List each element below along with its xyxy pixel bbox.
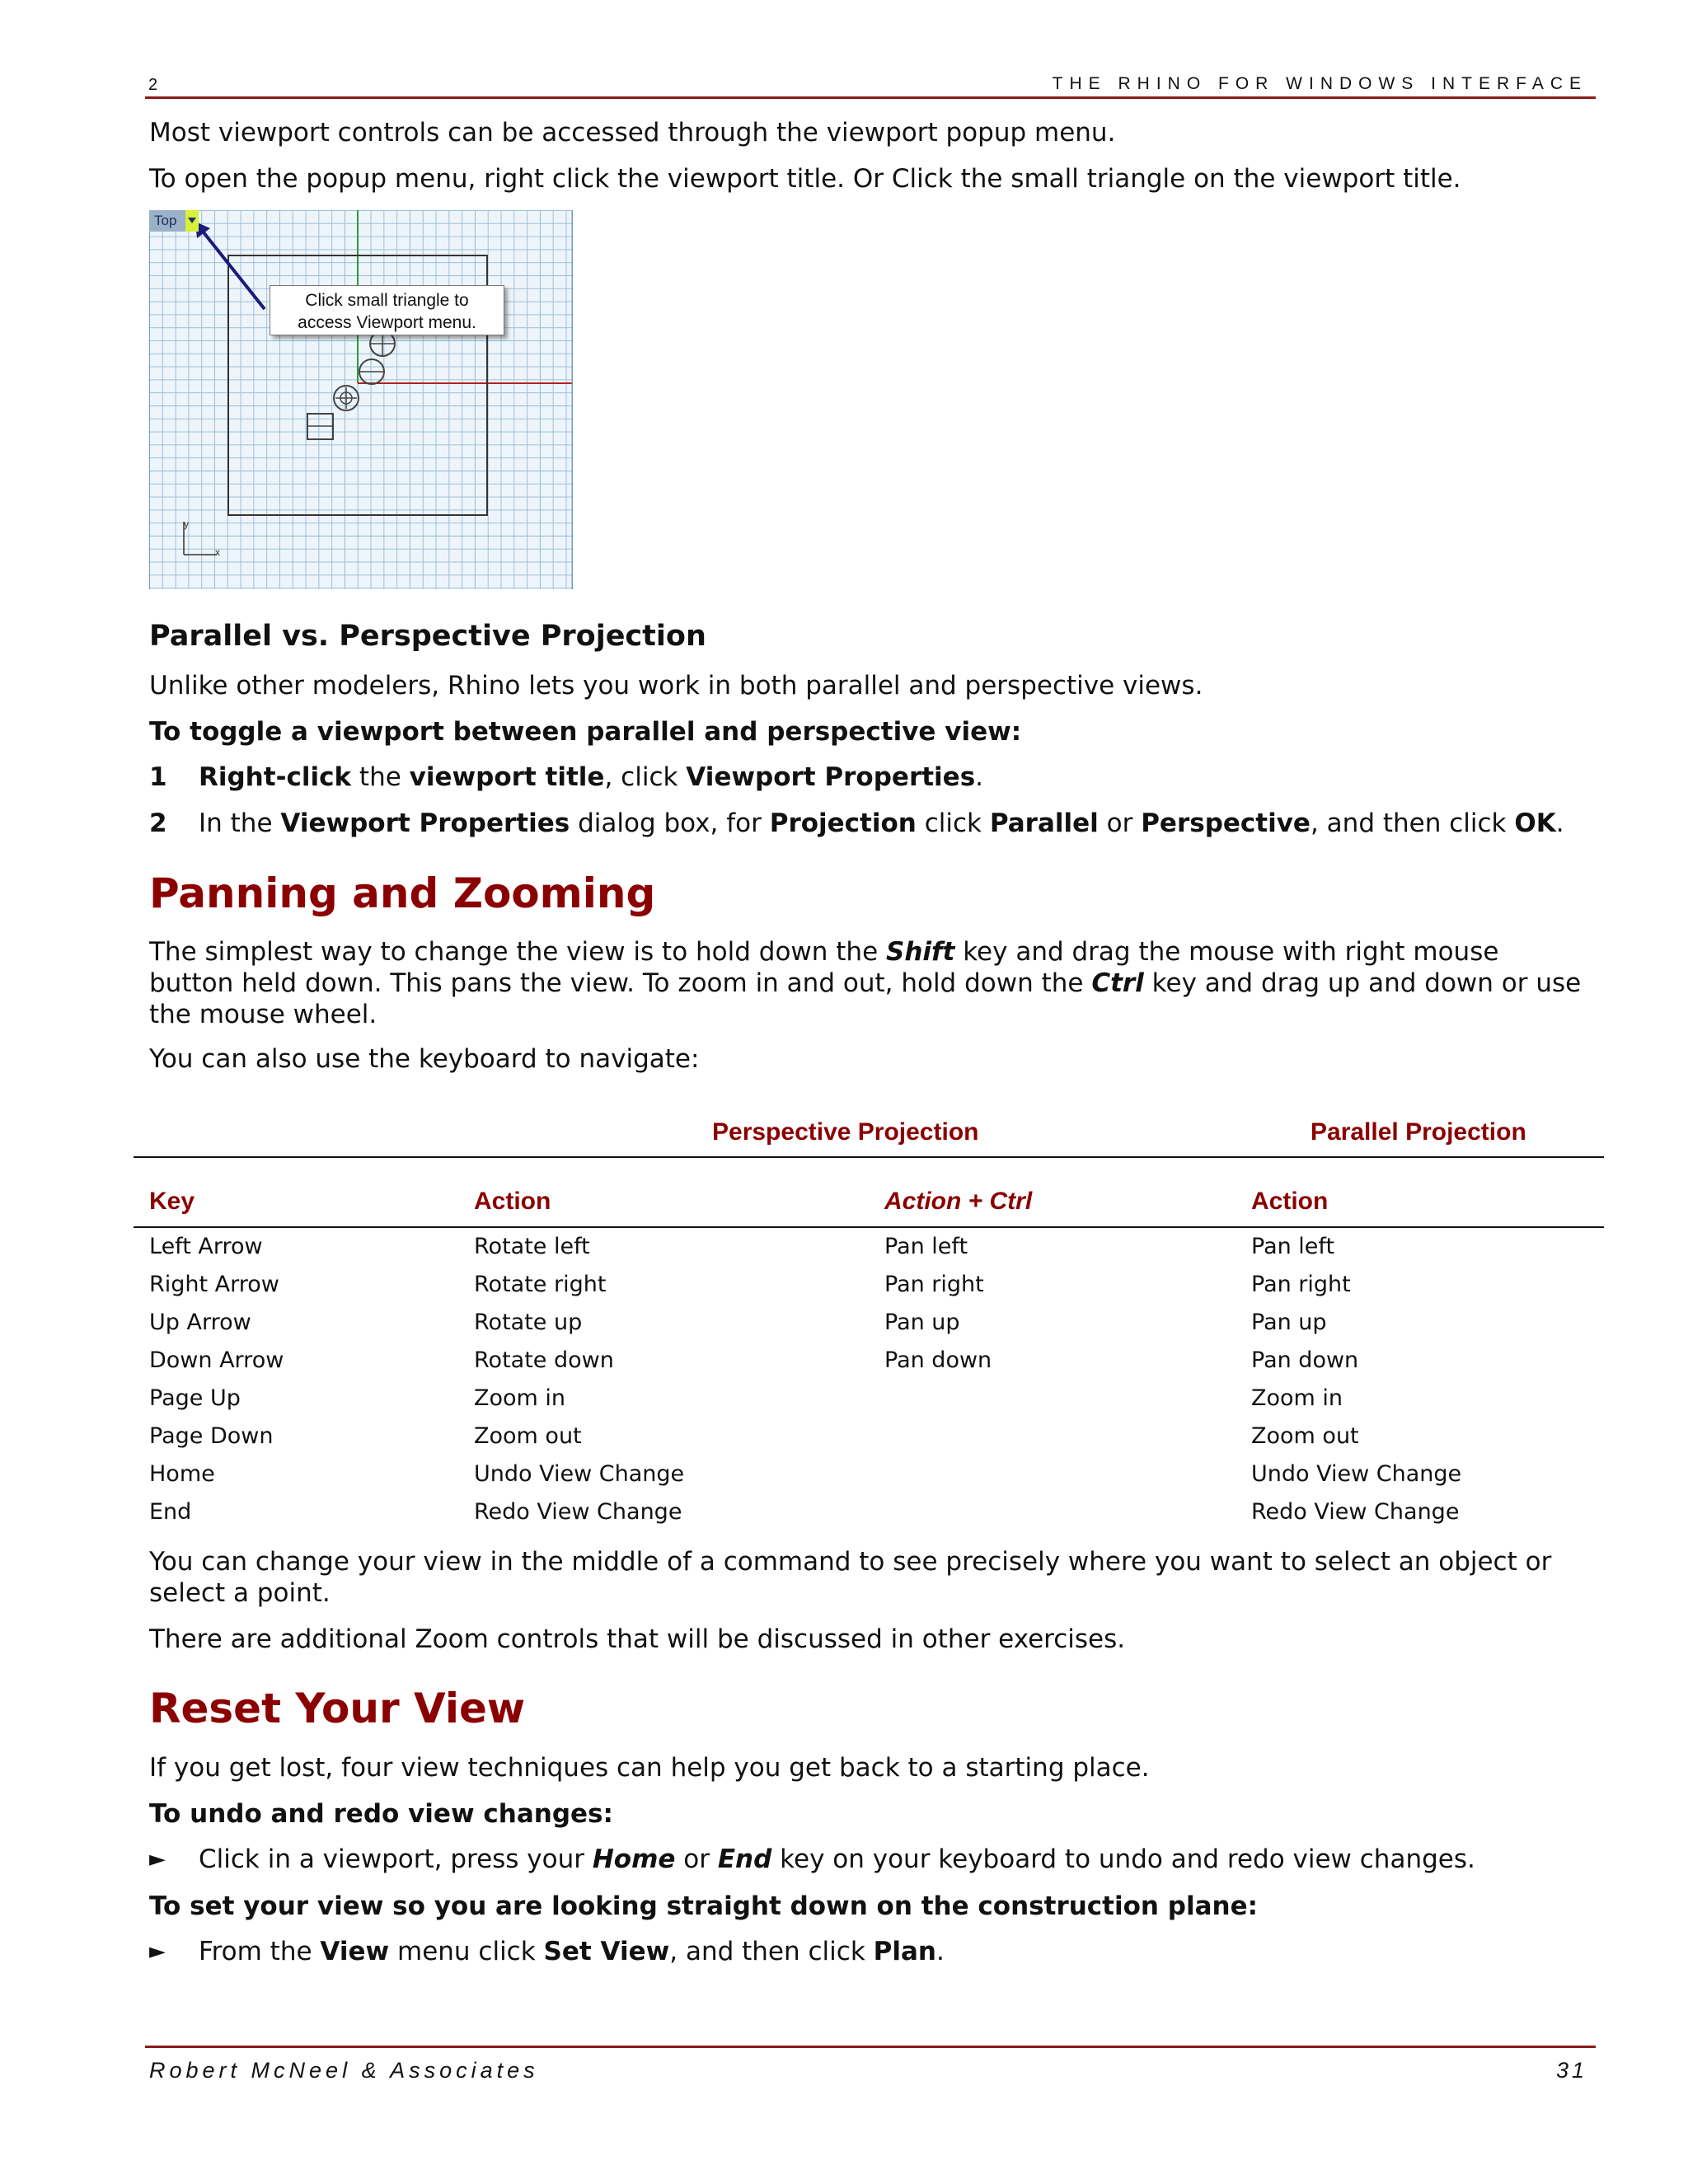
table-cell: Undo View Change [1251, 1461, 1462, 1487]
header-running-title: THE RHINO FOR WINDOWS INTERFACE [1052, 74, 1587, 93]
header-page-number: 2 [148, 76, 158, 94]
table-cell: Left Arrow [149, 1234, 263, 1259]
reset-bullet-2: From the View menu click Set View, and then click Plan. [199, 1937, 945, 1966]
callout-arrow [200, 228, 265, 309]
header-rule [145, 96, 1596, 99]
table-header-key: Key [149, 1188, 195, 1215]
intro-paragraph-2: To open the popup menu, right click the viewport title. Or Click the small triangle on the viewport title. [149, 164, 1461, 194]
reset-intro: If you get lost, four view techniques can help you get back to a starting place. [149, 1753, 1150, 1783]
reset-procedure-1: To undo and redo view changes: [149, 1799, 613, 1829]
table-cell: Pan right [884, 1272, 984, 1297]
table-cell: Zoom in [1251, 1385, 1343, 1411]
viewport-title[interactable]: Top [149, 210, 185, 232]
table-header-rule [134, 1226, 1604, 1228]
axis-y-label: y [184, 518, 189, 530]
triangle-right-icon: ► [149, 1847, 166, 1872]
after-table-paragraph-1: You can change your view in the middle of a command to see precisely where you want to select an object or select a point. [149, 1547, 1552, 1608]
table-cell: Right Arrow [149, 1272, 279, 1297]
triangle-down-icon [188, 218, 196, 223]
projection-procedure-title: To toggle a viewport between parallel and perspective view: [149, 717, 1022, 747]
reset-bullet-1: Click in a viewport, press your Home or End key on your keyboard to undo and redo view changes. [199, 1844, 1475, 1874]
viewport-menu-triangle[interactable] [185, 210, 199, 232]
table-cell: Rotate right [474, 1272, 607, 1297]
table-group-parallel: Parallel Projection [1311, 1118, 1526, 1146]
table-cell: End [149, 1499, 192, 1525]
projection-intro: Unlike other modelers, Rhino lets you work in both parallel and perspective views. [149, 671, 1203, 701]
intro-paragraph-1: Most viewport controls can be accessed through the viewport popup menu. [149, 118, 1116, 148]
table-cell: Pan down [884, 1347, 992, 1373]
callout-line-1: Click small triangle to [305, 291, 469, 310]
panning-paragraph-2: You can also use the keyboard to navigate: [149, 1044, 700, 1074]
axis-x-label: x [215, 546, 220, 558]
table-cell: Rotate left [474, 1234, 590, 1259]
step-text-1: Right-click the viewport title, click Viewport Properties. [199, 762, 984, 792]
reset-procedure-2: To set your view so you are looking straight down on the construction plane: [149, 1891, 1259, 1921]
table-group-perspective: Perspective Projection [712, 1118, 979, 1146]
table-header-action-ctrl: Action + Ctrl [884, 1188, 1033, 1215]
table-cell: Pan left [884, 1234, 968, 1259]
table-cell: Pan up [1251, 1310, 1327, 1335]
table-cell: Pan right [1251, 1272, 1351, 1297]
viewport-drawing [149, 210, 573, 589]
after-table-paragraph-2: There are additional Zoom controls that will be discussed in other exercises. [149, 1624, 1126, 1654]
table-cell: Zoom in [474, 1385, 566, 1411]
table-cell: Rotate down [474, 1347, 614, 1373]
footer-publisher: Robert McNeel & Associates [149, 2058, 539, 2083]
callout-line-2: access Viewport menu. [298, 313, 476, 332]
viewport-figure [149, 210, 573, 589]
table-cell: Undo View Change [474, 1461, 685, 1487]
step-number-1: 1 [149, 762, 167, 792]
callout-box [270, 285, 504, 335]
table-header-parallel-action: Action [1251, 1188, 1329, 1215]
table-cell: Up Arrow [149, 1310, 251, 1335]
table-header-action: Action [474, 1188, 551, 1215]
table-cell: Pan up [884, 1310, 960, 1335]
footer-page-number: 31 [1555, 2058, 1587, 2083]
table-cell: Rotate up [474, 1310, 583, 1335]
table-cell: Pan down [1251, 1347, 1359, 1373]
section-heading-projection: Parallel vs. Perspective Projection [149, 620, 706, 653]
table-cell: Redo View Change [1251, 1499, 1460, 1525]
table-cell: Zoom out [1251, 1423, 1359, 1449]
panning-paragraph-1: The simplest way to change the view is to hold down the Shift key and drag the mouse with right mouse button held down. This pans the view. To zoom in and out, hold down the Ctrl key and drag up and down or use the mouse wheel. [149, 937, 1582, 1029]
table-top-rule [134, 1156, 1604, 1158]
step-text-2: In the Viewport Properties dialog box, for Projection click Parallel or Perspective, and then click OK. [199, 808, 1564, 838]
table-cell: Pan left [1251, 1234, 1335, 1259]
step-number-2: 2 [149, 808, 167, 838]
table-cell: Home [149, 1461, 215, 1487]
section-heading-reset: Reset Your View [149, 1685, 526, 1732]
section-heading-panning: Panning and Zooming [149, 869, 656, 917]
table-cell: Down Arrow [149, 1347, 284, 1373]
table-cell: Page Up [149, 1385, 241, 1411]
footer-rule [145, 2046, 1596, 2048]
table-cell: Page Down [149, 1423, 274, 1449]
triangle-right-icon: ► [149, 1939, 166, 1964]
table-cell: Redo View Change [474, 1499, 682, 1525]
table-cell: Zoom out [474, 1423, 582, 1449]
